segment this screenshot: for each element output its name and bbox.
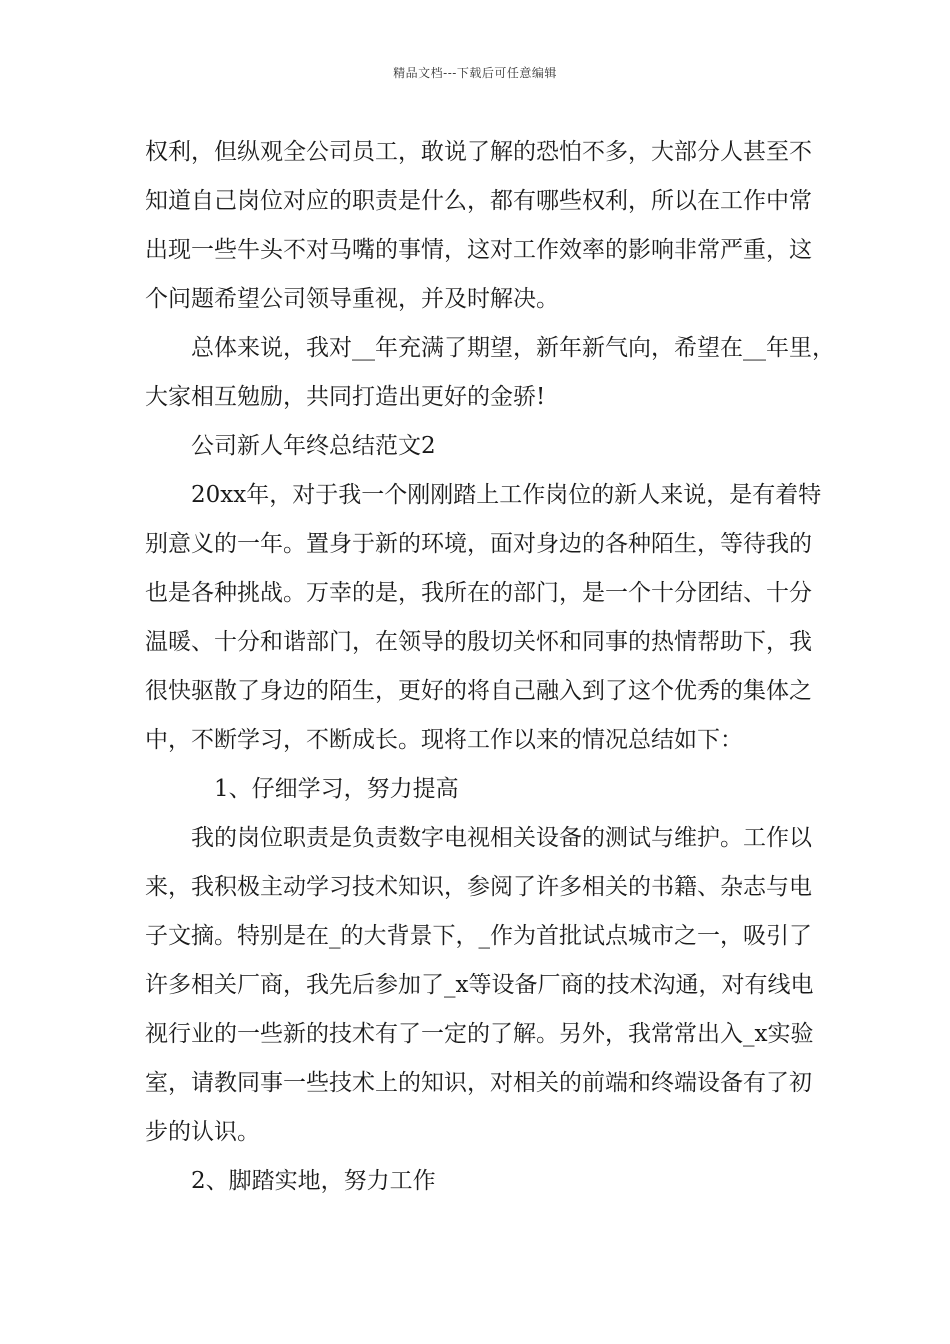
page-header: 精品文档---下载后可任意编辑	[393, 66, 557, 80]
text-line: 权利，但纵观全公司员工，敢说了解的恐怕不多，大部分人甚至不	[145, 139, 812, 165]
text-line: 公司新人年终总结范文2	[191, 433, 436, 459]
paragraph-rights-continuation	[145, 128, 810, 324]
subheading-1	[145, 765, 810, 814]
subheading-2	[145, 1157, 810, 1206]
text-line: 别意义的一年。置身于新的环境，面对身边的各种陌生，等待我的	[145, 531, 812, 557]
text-line: 2、脚踏实地，努力工作	[191, 1168, 436, 1194]
section-title	[145, 422, 810, 471]
text-line: 温暖、十分和谐部门，在领导的殷切关怀和同事的热情帮助下，我	[145, 629, 812, 655]
text-line: 大家相互勉励，共同打造出更好的金骄!	[145, 384, 546, 410]
text-line: 也是各种挑战。万幸的是，我所在的部门，是一个十分团结、十分	[145, 580, 812, 606]
paragraph-summary	[145, 324, 835, 422]
text-line: 我的岗位职责是负责数字电视相关设备的测试与维护。工作以	[191, 825, 812, 851]
text-line: 20xx年，对于我一个刚刚踏上工作岗位的新人来说，是有着特	[191, 482, 822, 508]
text-line: 个问题希望公司领导重视，并及时解决。	[145, 286, 559, 312]
text-line: 视行业的一些新的技术有了一定的了解。另外，我常常出入_x实验	[145, 1021, 814, 1047]
text-line: 1、仔细学习，努力提高	[214, 776, 459, 802]
text-line: 很快驱散了身边的陌生，更好的将自己融入到了这个优秀的集体之	[145, 678, 812, 704]
text-line: 步的认识。	[145, 1119, 260, 1145]
paragraph-intro	[145, 471, 822, 765]
text-line: 知道自己岗位对应的职责是什么，都有哪些权利，所以在工作中常	[145, 188, 812, 214]
text-line: 总体来说，我对__年充满了期望，新年新气向，希望在__年里，	[191, 335, 835, 361]
text-line: 来，我积极主动学习技术知识，参阅了许多相关的书籍、杂志与电	[145, 874, 812, 900]
paragraph-study	[145, 814, 814, 1157]
text-line: 子文摘。特别是在_的大背景下，_作为首批试点城市之一，吸引了	[145, 923, 812, 949]
document-body	[145, 128, 835, 1206]
text-line: 中，不断学习，不断成长。现将工作以来的情况总结如下：	[145, 727, 743, 753]
text-line: 许多相关厂商，我先后参加了_x等设备厂商的技术沟通，对有线电	[145, 972, 814, 998]
text-line: 室，请教同事一些技术上的知识，对相关的前端和终端设备有了初	[145, 1070, 812, 1096]
text-line: 出现一些牛头不对马嘴的事情，这对工作效率的影响非常严重，这	[145, 237, 812, 263]
